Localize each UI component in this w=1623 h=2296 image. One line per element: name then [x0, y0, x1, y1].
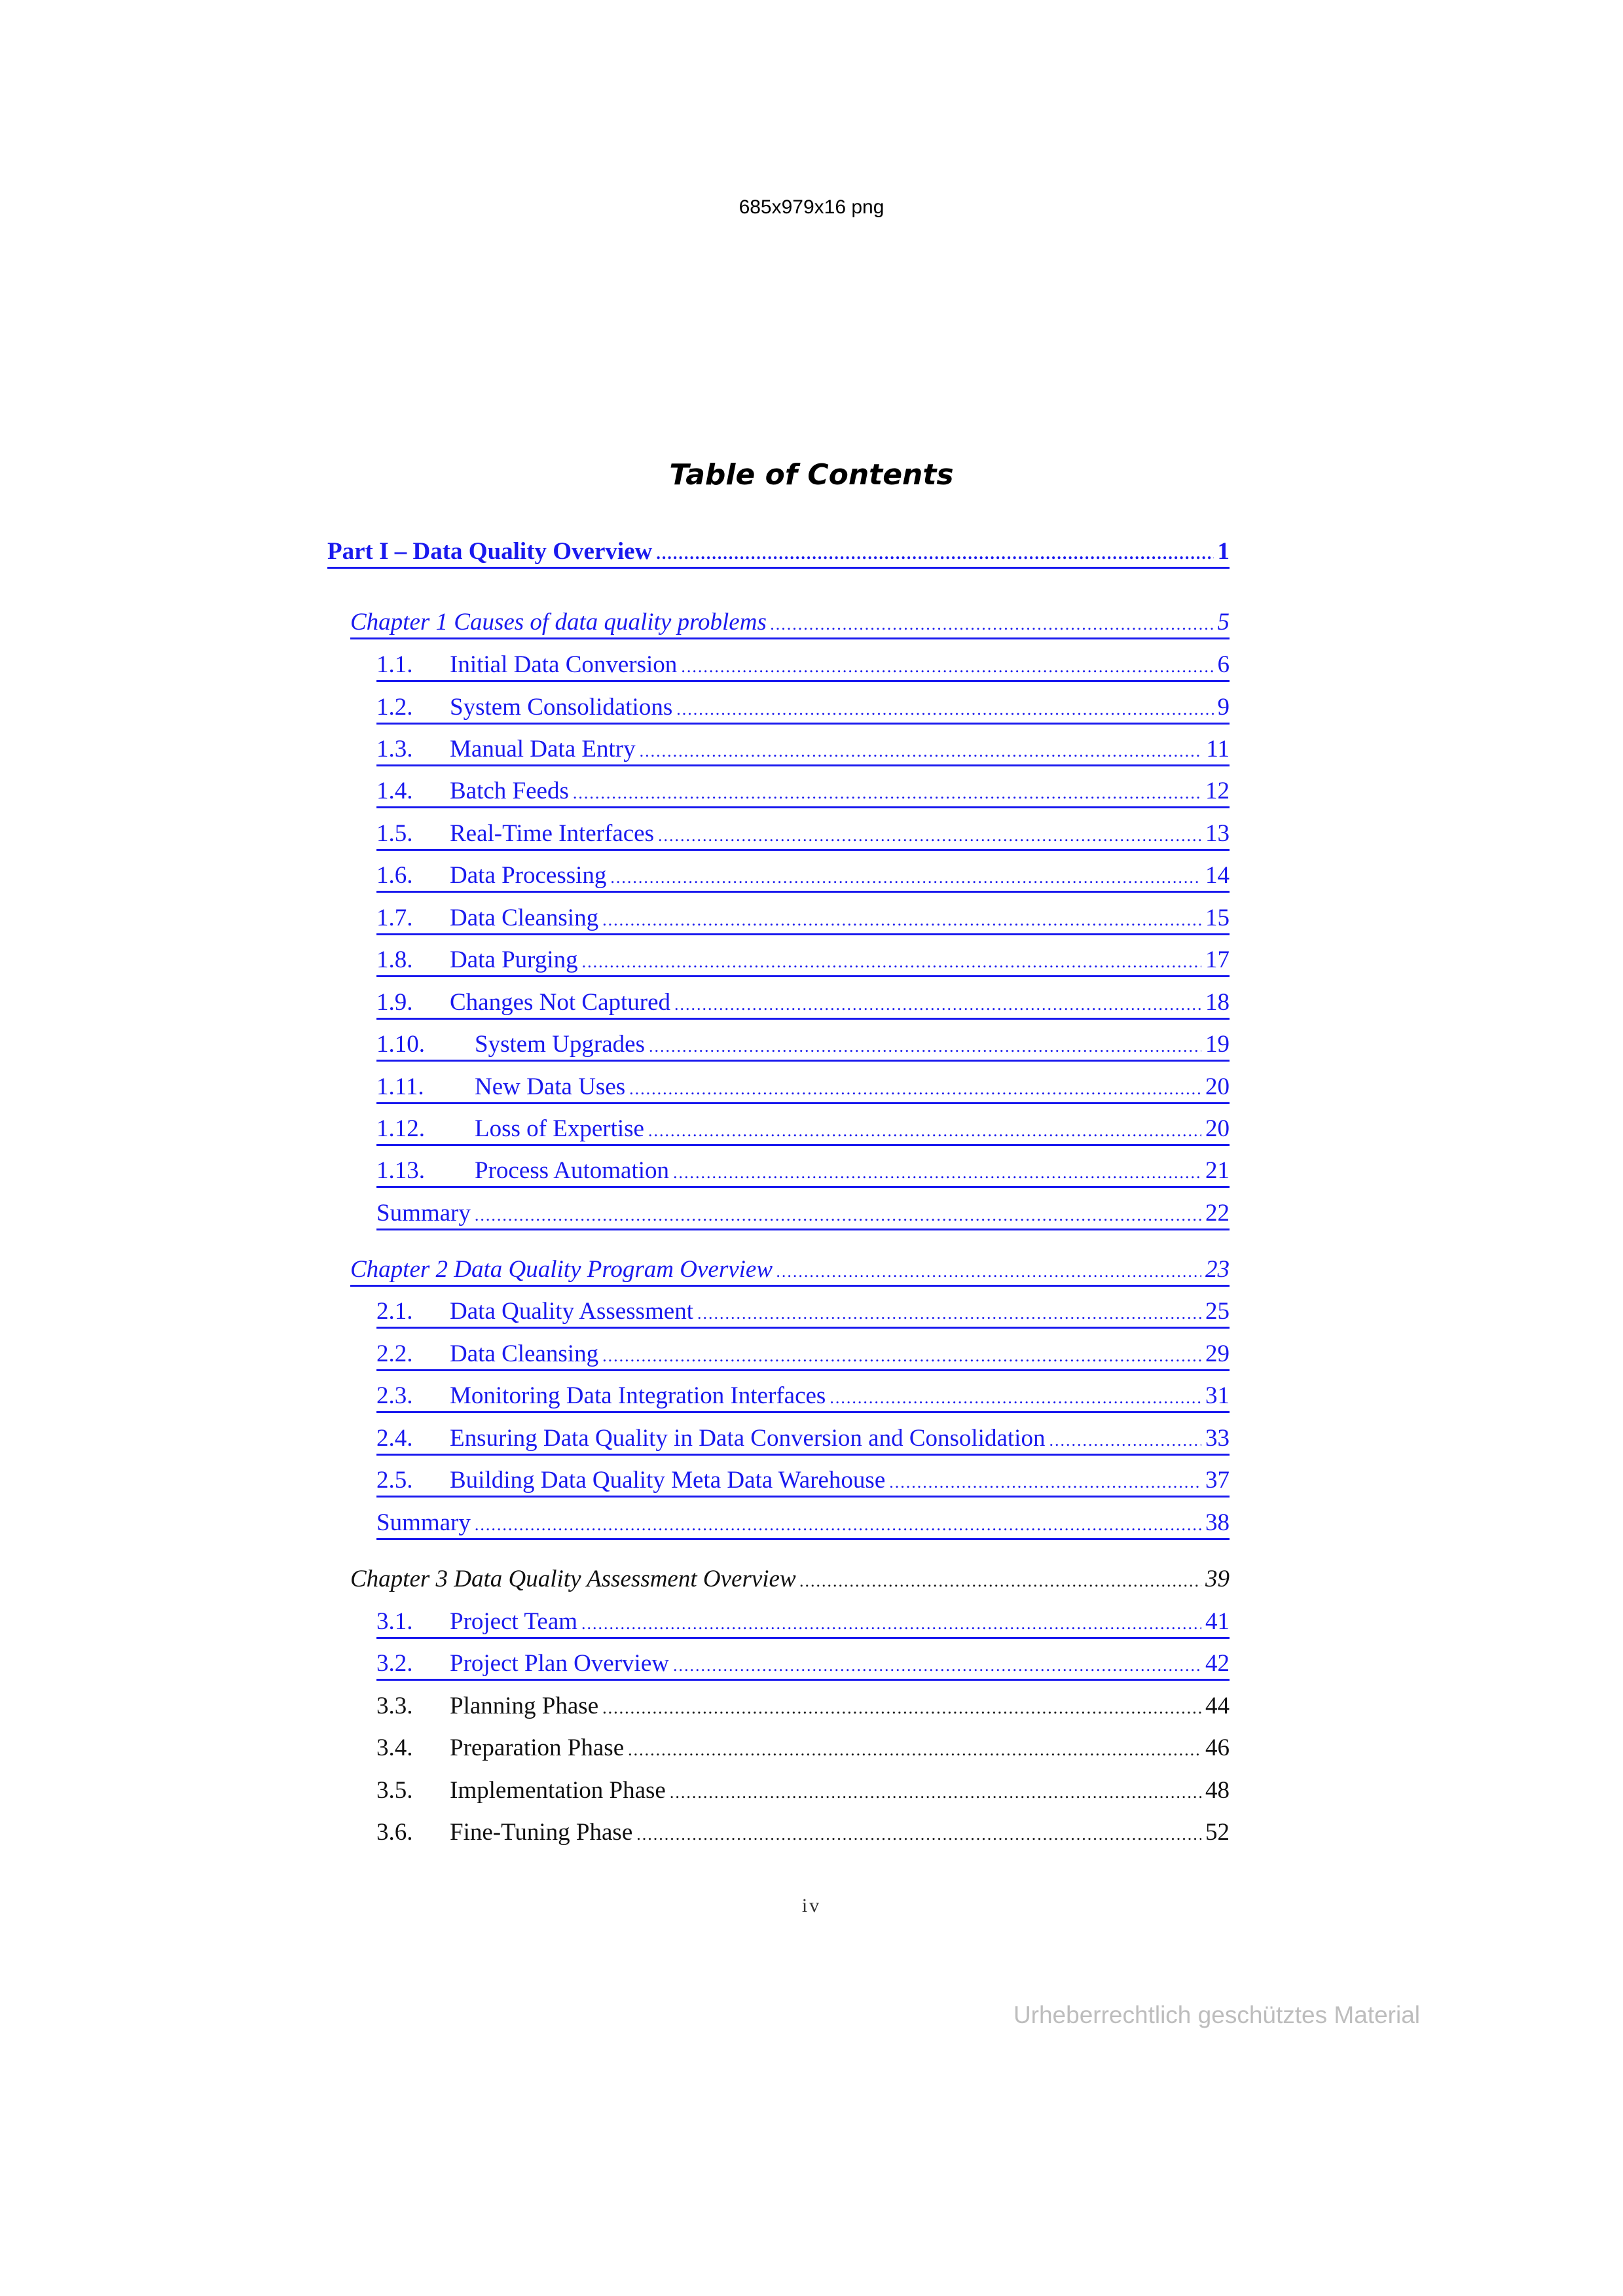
dot-leader [629, 1074, 1201, 1104]
toc-entry-chapter[interactable] [350, 607, 1230, 639]
toc-entry-number: 3.3. [376, 1693, 413, 1719]
toc-entry-chapter[interactable] [350, 1255, 1230, 1287]
toc-entry-page: 37 [1205, 1467, 1230, 1494]
toc-entry-title: Chapter 3 Data Quality Assessment Overview [350, 1566, 796, 1592]
toc-entry-title: Monitoring Data Integration Interfaces [450, 1382, 826, 1409]
dot-leader [830, 1383, 1201, 1413]
watermark: Urheberrechtlich geschütztes Material [1013, 2001, 1420, 2028]
toc-entry-title: System Upgrades [475, 1031, 645, 1058]
dot-leader [602, 905, 1201, 935]
toc-entry-number: 1.10. [376, 1031, 425, 1058]
toc-entry-number: 3.2. [376, 1650, 413, 1677]
toc-entry-page: 1 [1217, 538, 1230, 565]
dot-leader [648, 1116, 1201, 1146]
toc-entry-title: Chapter 1 Causes of data quality problems [350, 609, 767, 636]
toc-entry-title: Building Data Quality Meta Data Warehouse [450, 1467, 886, 1494]
toc-entry-title: Initial Data Conversion [450, 651, 678, 678]
toc-entry-title: Planning Phase [450, 1693, 599, 1719]
toc-entry-summary[interactable] [376, 1508, 1230, 1540]
toc-entry-page: 46 [1205, 1734, 1230, 1761]
toc-entry-title: Data Purging [450, 946, 578, 973]
toc-entry-number: 1.12. [376, 1115, 425, 1142]
toc-entry-title: Summary [376, 1200, 471, 1227]
toc-entry-page: 22 [1205, 1200, 1230, 1227]
toc-entry-section[interactable] [376, 1465, 1230, 1498]
dot-leader [676, 694, 1213, 725]
toc-entry-title: Project Team [450, 1608, 578, 1635]
dot-leader [581, 1609, 1201, 1639]
toc-entry-section[interactable] [376, 1030, 1230, 1062]
toc-entry-title: Loss of Expertise [475, 1115, 644, 1142]
toc-entry-number: 1.1. [376, 651, 413, 678]
toc-entry-page: 5 [1217, 609, 1230, 636]
toc-entry-section[interactable] [376, 903, 1230, 935]
toc-entry-section [376, 1733, 1230, 1763]
toc-entry-title: Real-Time Interfaces [450, 820, 654, 847]
dot-leader [674, 990, 1201, 1020]
toc-entry-page: 11 [1206, 736, 1230, 762]
toc-entry-page: 13 [1205, 820, 1230, 847]
toc-entry-number: 1.9. [376, 989, 413, 1016]
dot-leader [628, 1735, 1201, 1765]
toc-entry-page: 33 [1205, 1425, 1230, 1452]
toc-entry-title: Part I – Data Quality Overview [327, 538, 653, 565]
toc-entry-page: 39 [1205, 1566, 1230, 1592]
dot-leader [673, 1158, 1201, 1188]
dot-leader [649, 1031, 1201, 1062]
toc-entry-section[interactable] [376, 776, 1230, 808]
toc-entry-page: 20 [1205, 1073, 1230, 1100]
toc-entry-chapter [350, 1564, 1230, 1594]
toc-entry-number: 1.4. [376, 778, 413, 804]
toc-entry-section [376, 1776, 1230, 1806]
toc-entry-number: 1.5. [376, 820, 413, 847]
toc-entry-section[interactable] [376, 945, 1230, 977]
toc-entry-section[interactable] [376, 734, 1230, 766]
dot-leader [1049, 1426, 1201, 1456]
toc-entry-section[interactable] [376, 650, 1230, 682]
toc-entry-title: Manual Data Entry [450, 736, 636, 762]
dot-leader [573, 778, 1201, 808]
toc-entry-page: 18 [1205, 989, 1230, 1016]
dot-leader [475, 1510, 1201, 1540]
toc-entry-page: 14 [1205, 862, 1230, 889]
dot-leader [776, 1257, 1201, 1287]
toc-entry-title: Changes Not Captured [450, 989, 671, 1016]
toc-entry-page: 17 [1205, 946, 1230, 973]
toc-entry-number: 2.3. [376, 1382, 413, 1409]
toc-entry-part[interactable] [327, 537, 1230, 569]
toc-entry-number: 1.6. [376, 862, 413, 889]
toc-entry-title: Data Cleansing [450, 1340, 599, 1367]
toc-entry-section[interactable] [376, 1114, 1230, 1146]
toc-entry-page: 19 [1205, 1031, 1230, 1058]
toc-entry-number: 1.2. [376, 694, 413, 721]
toc-entry-section [376, 1691, 1230, 1721]
toc-entry-title: Fine-Tuning Phase [450, 1819, 633, 1846]
table-of-contents [0, 524, 1623, 1898]
toc-entry-page: 9 [1217, 694, 1230, 721]
toc-entry-summary[interactable] [376, 1198, 1230, 1230]
toc-entry-section [376, 1818, 1230, 1848]
toc-entry-page: 20 [1205, 1115, 1230, 1142]
toc-entry-title: Data Quality Assessment [450, 1298, 694, 1325]
toc-entry-title: Process Automation [475, 1157, 670, 1184]
dot-leader [636, 1820, 1201, 1850]
toc-entry-section[interactable] [376, 819, 1230, 851]
dot-leader [889, 1467, 1201, 1498]
toc-entry-title: Batch Feeds [450, 778, 569, 804]
toc-entry-title: Data Cleansing [450, 905, 599, 931]
toc-entry-page: 29 [1205, 1340, 1230, 1367]
toc-entry-page: 48 [1205, 1777, 1230, 1804]
toc-entry-page: 41 [1205, 1608, 1230, 1635]
toc-entry-number: 3.1. [376, 1608, 413, 1635]
toc-entry-page: 44 [1205, 1693, 1230, 1719]
toc-entry-number: 2.5. [376, 1467, 413, 1494]
dot-leader [771, 609, 1214, 639]
toc-entry-number: 1.8. [376, 946, 413, 973]
toc-entry-title: Summary [376, 1509, 471, 1536]
dot-leader [670, 1778, 1201, 1808]
page-title: Table of Contents [669, 458, 954, 492]
toc-entry-title: Project Plan Overview [450, 1650, 669, 1677]
toc-entry-section[interactable] [376, 1424, 1230, 1456]
toc-entry-section[interactable] [376, 861, 1230, 893]
toc-entry-page: 6 [1217, 651, 1230, 678]
dot-leader [610, 863, 1201, 893]
toc-entry-section[interactable] [376, 1649, 1230, 1681]
toc-entry-page: 31 [1205, 1382, 1230, 1409]
dot-leader [697, 1299, 1201, 1329]
toc-entry-section[interactable] [376, 1339, 1230, 1371]
toc-entry-section[interactable] [376, 1297, 1230, 1329]
toc-entry-title: Data Processing [450, 862, 607, 889]
toc-entry-page: 38 [1205, 1509, 1230, 1536]
page-number: iv [801, 1895, 822, 1916]
toc-entry-section[interactable] [376, 1381, 1230, 1413]
toc-entry-section[interactable] [376, 1607, 1230, 1639]
toc-entry-title: Ensuring Data Quality in Data Conversion and Consolidation [450, 1425, 1046, 1452]
dot-leader [656, 539, 1213, 569]
toc-entry-section[interactable] [376, 1156, 1230, 1188]
dot-leader [582, 947, 1201, 977]
toc-entry-page: 52 [1205, 1819, 1230, 1846]
toc-entry-section[interactable] [376, 1072, 1230, 1104]
dot-leader [673, 1651, 1201, 1681]
dot-leader [658, 821, 1201, 851]
toc-entry-number: 2.4. [376, 1425, 413, 1452]
toc-entry-section[interactable] [376, 692, 1230, 725]
toc-entry-title: New Data Uses [475, 1073, 626, 1100]
toc-entry-title: Chapter 2 Data Quality Program Overview [350, 1256, 773, 1283]
toc-entry-number: 3.5. [376, 1777, 413, 1804]
toc-entry-page: 23 [1205, 1256, 1230, 1283]
toc-entry-title: System Consolidations [450, 694, 673, 721]
dot-leader [800, 1566, 1201, 1596]
image-size-label: 685x979x16 png [739, 196, 884, 218]
toc-entry-number: 3.4. [376, 1734, 413, 1761]
toc-entry-page: 15 [1205, 905, 1230, 931]
toc-entry-title: Implementation Phase [450, 1777, 666, 1804]
toc-entry-title: Preparation Phase [450, 1734, 625, 1761]
dot-leader [681, 652, 1213, 682]
dot-leader [602, 1341, 1201, 1371]
toc-entry-page: 42 [1205, 1650, 1230, 1677]
toc-entry-number: 1.7. [376, 905, 413, 931]
dot-leader [602, 1693, 1201, 1723]
toc-entry-number: 1.13. [376, 1157, 425, 1184]
toc-entry-section[interactable] [376, 988, 1230, 1020]
toc-entry-number: 3.6. [376, 1819, 413, 1846]
toc-entry-number: 1.3. [376, 736, 413, 762]
toc-entry-number: 1.11. [376, 1073, 424, 1100]
toc-entry-page: 12 [1205, 778, 1230, 804]
dot-leader [640, 736, 1203, 766]
toc-entry-page: 25 [1205, 1298, 1230, 1325]
toc-entry-page: 21 [1205, 1157, 1230, 1184]
toc-entry-number: 2.1. [376, 1298, 413, 1325]
dot-leader [475, 1200, 1201, 1230]
toc-entry-number: 2.2. [376, 1340, 413, 1367]
